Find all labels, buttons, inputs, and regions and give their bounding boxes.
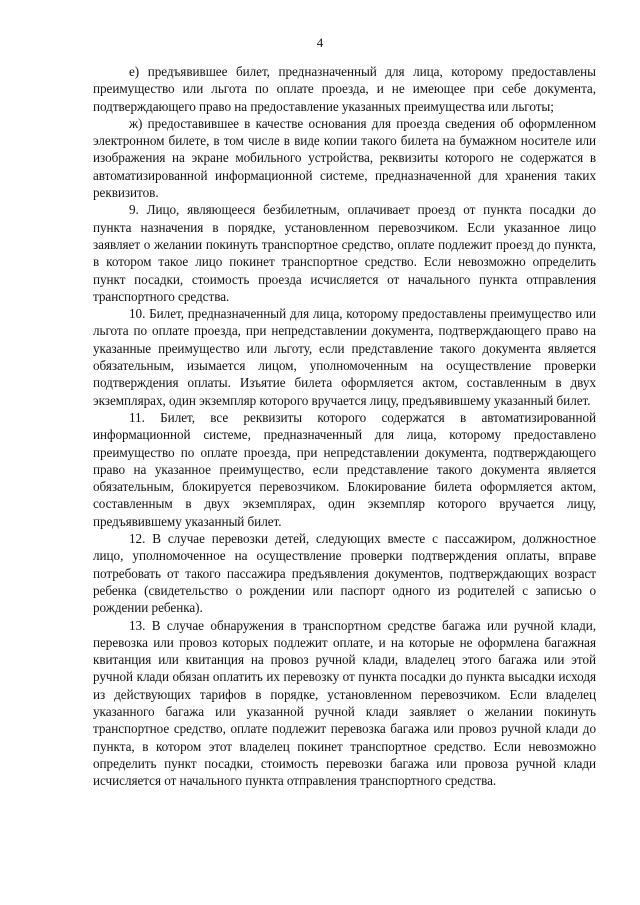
paragraph-10: 10. Билет, предназначенный для лица, которому предоставлены преимущество или льгота по оплате проезда, при непредставлении документа, подтверждающего право на указанные преимущество или льготу, если представление такого документа является обязательным, изымается лицом, уполномоченным на осуществление проверки подтверждения оплаты. Изъятие билета оформляется актом, составленным в двух экземплярах, один экземпляр которого вручается лицу, предъявившему указанный билет. bbox=[93, 306, 596, 408]
document-body bbox=[93, 63, 596, 789]
paragraph-zh: ж) предоставившее в качестве основания для проезда сведения об оформленном электронном билете, в том числе в виде копии такого билета на бумажном носителе или изображения на экране мобильного устройства, реквизиты которого не содержатся в автоматизированной информационной системе, предназначенной для хранения таких реквизитов. bbox=[93, 115, 596, 201]
paragraph-9: 9. Лицо, являющееся безбилетным, оплачивает проезд от пункта посадки до пункта назначения в порядке, установленном перевозчиком. Если указанное лицо заявляет о желании покинуть транспортное средство, оплате подлежит проезд до пункта, в котором такое лицо покинет транспортное средство. Если невозможно определить пункт посадки, стоимость проезда исчисляется от начального пункта отправления транспортного средства. bbox=[93, 202, 596, 304]
paragraph-11: 11. Билет, все реквизиты которого содержатся в автоматизированной информационной системе, предназначенный для лица, которому предоставлено преимущество по оплате проезда, при непредставлении документа, подтверждающего право на указанное преимущество, если представление такого документа является обязательным, блокируется перевозчиком. Блокирование билета оформляется актом, составленным в двух экземплярах, один экземпляр которого вручается лицу, предъявившему указанный билет. bbox=[93, 409, 596, 529]
paragraph-13: 13. В случае обнаружения в транспортном средстве багажа или ручной клади, перевозка или провоз которых подлежит оплате, и на которые не оформлена багажная квитанция или квитанция на провоз ручной клади, владелец этого багажа или этой ручной клади обязан оплатить их перевозку от пункта посадки до пункта высадки исходя из действующих тарифов в порядке, установленном перевозчиком. Если владелец указанного багажа или указанной ручной клади заявляет о желании покинуть транспортное средство, оплате подлежит перевозка багажа или провоз ручной клади до пункта, в котором этот владелец покинет транспортное средство. Если невозможно определить пункт посадки, стоимость перевозки багажа или провоза ручной клади исчисляется от начального пункта отправления транспортного средства. bbox=[93, 617, 596, 789]
paragraph-e: е) предъявившее билет, предназначенный для лица, которому предоставлены преимущество или льгота по оплате проезда, и не имеющее при себе документа, подтверждающего право на предоставление указанных преимущества или льготы; bbox=[93, 64, 596, 114]
paragraph-12: 12. В случае перевозки детей, следующих вместе с пассажиром, должностное лицо, уполномоченное на осуществление проверки подтверждения оплаты, вправе потребовать от такого пассажира предъявления документов, подтверждающих возраст ребенка (свидетельство о рождении или паспорт одного из родителей с записью о рождении ребенка). bbox=[93, 531, 596, 616]
page-number: 4 bbox=[316, 35, 324, 50]
